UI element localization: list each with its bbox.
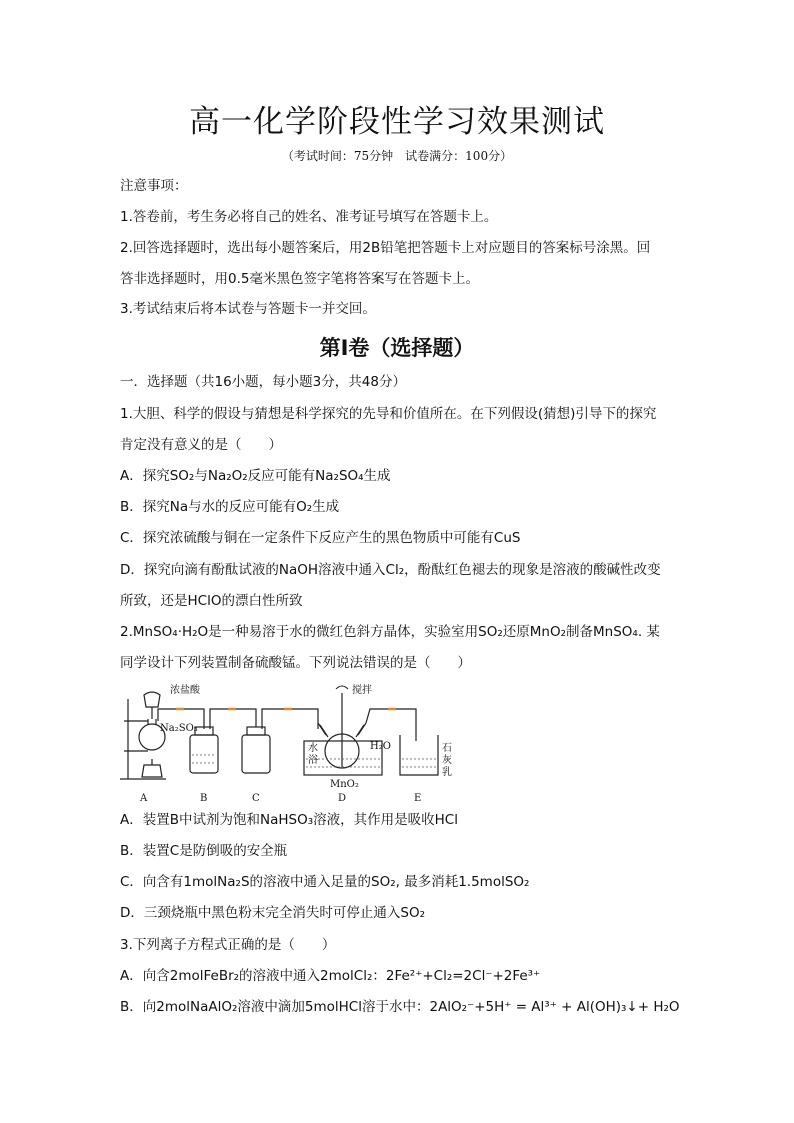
section-title: 第I卷（选择题）: [319, 336, 475, 360]
label-stir: 搅拌: [352, 685, 372, 696]
q1-option-b: B．探究Na与水的反应可能有O₂生成: [120, 499, 340, 515]
q2-stem-line1: 2.MnSO₄·H₂O是一种易溶于水的微红色斜方晶体，实验室用SO₂还原MnO₂制备MnSO₄. 某: [120, 624, 660, 640]
apparatus-diagram: [118, 679, 458, 807]
q3-option-b: B．向2molNaAlO₂溶液中滴加5molHCl溶于水中：2AlO₂⁻+5H⁺ = Al³⁺ + Al(OH)₃↓+ H₂O: [120, 999, 680, 1015]
q1-option-a: A．探究SO₂与Na₂O₂反应可能有Na₂SO₄生成: [120, 468, 391, 484]
exam-info: （考试时间：75分钟 试卷满分：100分）: [281, 149, 513, 163]
q3-option-a: A．向含2molFeBr₂的溶液中通入2molCl₂：2Fe²⁺+Cl₂=2Cl⁻+2Fe³⁺: [120, 968, 541, 984]
label-water-bath-2: 浴: [308, 755, 318, 766]
label-apparatus-a: A: [140, 793, 148, 804]
label-mno2: MnO₂: [330, 779, 359, 790]
q3-stem: 3.下列离子方程式正确的是（ ）: [120, 937, 336, 953]
label-na2so3: Na₂SO₃: [160, 723, 198, 734]
q1-stem-line1: 1.大胆、科学的假设与猜想是科学探究的先导和价值所在。在下列假设(猜想)引导下的探究: [120, 406, 657, 422]
label-lime-3: 乳: [442, 767, 452, 778]
label-apparatus-d: D: [338, 793, 347, 804]
label-lime-2: 灰: [442, 755, 452, 766]
notice-item-1: 1.答卷前，考生务必将自己的姓名、准考证号填写在答题卡上。: [120, 209, 498, 225]
label-apparatus-b: B: [200, 793, 208, 804]
q2-option-c: C．向含有1molNa₂S的溶液中通入足量的SO₂, 最多消耗1.5molSO₂: [120, 874, 530, 890]
q1-stem-line2: 肯定没有意义的是（ ）: [120, 437, 282, 453]
q1-option-d-line1: D．探究向滴有酚酞试液的NaOH溶液中通入Cl₂，酚酞红色褪去的现象是溶液的酸碱性改变: [120, 562, 661, 578]
notice-item-2-cont: 答非选择题时，用0.5毫米黑色签字笔将答案写在答题卡上。: [120, 271, 479, 287]
label-h2o: H₂O: [370, 741, 391, 752]
notice-heading: 注意事项：: [120, 178, 188, 194]
label-lime-1: 石: [442, 743, 452, 754]
q2-option-a: A．装置B中试剂为饱和NaHSO₃溶液，其作用是吸收HCl: [120, 812, 458, 828]
label-apparatus-c: C: [252, 793, 260, 804]
part-heading: 一．选择题（共16小题，每小题3分，共48分）: [120, 374, 406, 390]
q2-stem-line2: 同学设计下列装置制备硫酸锰。下列说法错误的是（ ）: [120, 655, 471, 671]
notice-item-2: 2.回答选择题时，选出每小题答案后，用2B铅笔把答题卡上对应题目的答案标号涂黑。回: [120, 240, 651, 256]
notice-item-3: 3.考试结束后将本试卷与答题卡一并交回。: [120, 301, 376, 317]
page-title: 高一化学阶段性学习效果测试: [189, 104, 605, 140]
q2-option-b: B．装置C是防倒吸的安全瓶: [120, 843, 288, 859]
label-apparatus-e: E: [414, 793, 422, 804]
label-water-bath-1: 水: [308, 743, 318, 754]
q2-option-d: D．三颈烧瓶中黑色粉末完全消失时可停止通入SO₂: [120, 905, 426, 921]
label-acid: 浓盐酸: [170, 685, 200, 696]
q1-option-d-line2: 所致，还是HClO的漂白性所致: [120, 593, 303, 609]
q1-option-c: C．探究浓硫酸与铜在一定条件下反应产生的黑色物质中可能有CuS: [120, 530, 521, 546]
